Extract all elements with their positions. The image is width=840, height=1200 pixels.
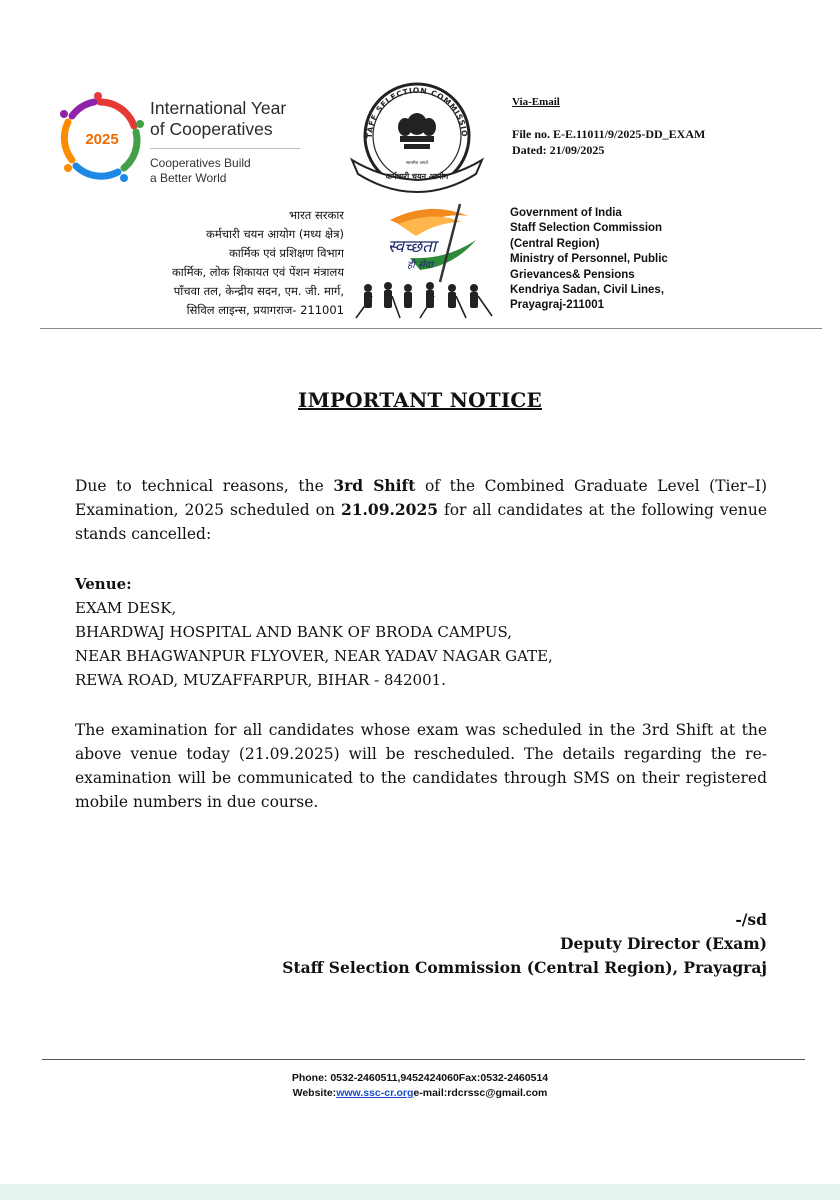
divider xyxy=(150,148,300,149)
via-email-label: Via-Email xyxy=(512,96,560,108)
english-address-line: Grievances& Pensions xyxy=(510,268,635,281)
english-address-line: Kendriya Sadan, Civil Lines, xyxy=(510,284,665,297)
hindi-address-line: पाँचवा तल, केन्द्रीय सदन, एम. जी. मार्ग, xyxy=(173,284,344,298)
ssc-banner-text: कर्मचारी चयन आयोग xyxy=(385,172,449,181)
venue-label: Venue: xyxy=(75,575,132,593)
english-address-line: Prayagraj-211001 xyxy=(510,299,604,312)
shift-highlight: 3rd Shift xyxy=(333,476,416,495)
coop-year-text: 2025 xyxy=(85,131,119,148)
footer-email: e-mail:rdcrssc@gmail.com xyxy=(413,1087,548,1099)
venue-line: REWA ROAD, MUZAFFARPUR, BIHAR - 842001. xyxy=(75,671,446,689)
notice-title: IMPORTANT NOTICE xyxy=(298,388,542,412)
website-label: Website: xyxy=(292,1087,337,1099)
hindi-address-line: भारत सरकार xyxy=(289,208,344,222)
coop-tagline-line: a Better World xyxy=(150,171,227,185)
coop-title-line: International Year xyxy=(150,98,287,118)
venue-line: NEAR BHAGWANPUR FLYOVER, NEAR YADAV NAGAR GATE, xyxy=(75,647,553,665)
notice-paragraph-2: The examination for all candidates whose exam was scheduled in the 3rd Shift at the above venue today (21.09.2025) will be rescheduled. The details regarding the re-examination will be communicated to the candidates through SMS on their registered mobile numbers in due course. xyxy=(75,721,767,811)
hindi-address-line: सिविल लाइन्स, प्रयागराज- 211001 xyxy=(186,303,344,317)
footer-web-line xyxy=(0,1086,840,1101)
lion-capital-icon xyxy=(398,113,436,149)
hindi-address xyxy=(40,206,344,320)
ssc-arc-text: TAFF SELECTION COMMISSIO xyxy=(364,85,470,139)
dated: Dated: 21/09/2025 xyxy=(512,143,605,157)
para1-text: Due to technical reasons, the xyxy=(75,477,334,495)
signature-block xyxy=(200,908,767,980)
notice-paragraph-1 xyxy=(75,474,767,546)
venue-line: BHARDWAJ HOSPITAL AND BANK OF BRODA CAMPUS, xyxy=(75,623,513,641)
para1-text: for all candidates at the following venue stands cancelled: xyxy=(75,501,767,543)
para1-text: of the Combined Graduate Level (Tier–I) Examination, 2025 scheduled on xyxy=(75,477,767,519)
file-reference xyxy=(512,126,705,158)
file-number: File no. E-E.11011/9/2025-DD_EXAM xyxy=(512,127,706,141)
swachhata-text: स्वच्छता xyxy=(387,237,437,257)
coop-tagline-line: Cooperatives Build xyxy=(150,156,251,170)
footer-phone: Phone: 0532-2460511,9452424060Fax:0532-2460514 xyxy=(291,1072,549,1084)
website-link[interactable]: www.ssc-cr.org xyxy=(336,1087,414,1099)
volunteers-silhouette-icon xyxy=(364,282,478,308)
swachhata-hi-seva-logo xyxy=(350,200,500,324)
coop-tagline xyxy=(150,156,251,186)
ssc-seal-icon xyxy=(342,78,492,198)
bottom-strip xyxy=(0,1184,840,1200)
venue-block xyxy=(75,572,553,692)
cooperatives-year-logo xyxy=(58,88,308,198)
english-address-line: Government of India xyxy=(510,207,622,219)
english-address-line: Ministry of Personnel, Public xyxy=(510,253,668,266)
swachhata-icon xyxy=(350,200,500,324)
signed-mark: -/sd xyxy=(735,910,767,929)
english-address-line: (Central Region) xyxy=(510,237,600,250)
venue-line: EXAM DESK, xyxy=(75,599,177,617)
english-address xyxy=(510,206,668,314)
hindi-address-line: कार्मिक, लोक शिकायत एवं पेंशन मंत्रालय xyxy=(171,265,344,279)
footer-contact xyxy=(0,1071,840,1101)
cooperatives-ring-icon xyxy=(58,92,150,192)
swachhata-subtext: ही सेवा xyxy=(407,260,433,271)
header-divider xyxy=(40,328,822,329)
ssc-emblem xyxy=(342,78,492,198)
signatory-office: Staff Selection Commission (Central Region), Prayagraj xyxy=(282,958,767,977)
footer-divider xyxy=(42,1059,805,1060)
date-highlight: 21.09.2025 xyxy=(340,500,439,519)
signatory-designation: Deputy Director (Exam) xyxy=(560,934,767,953)
hindi-address-line: कर्मचारी चयन आयोग (मध्य क्षेत्र) xyxy=(206,227,344,241)
coop-title-line: of Cooperatives xyxy=(150,119,273,139)
english-address-line: Staff Selection Commission xyxy=(510,222,663,235)
hindi-address-line: कार्मिक एवं प्रशिक्षण विभाग xyxy=(228,246,344,260)
ssc-motto-text: सत्यमेव जयते xyxy=(405,161,429,166)
coop-title xyxy=(150,98,286,140)
